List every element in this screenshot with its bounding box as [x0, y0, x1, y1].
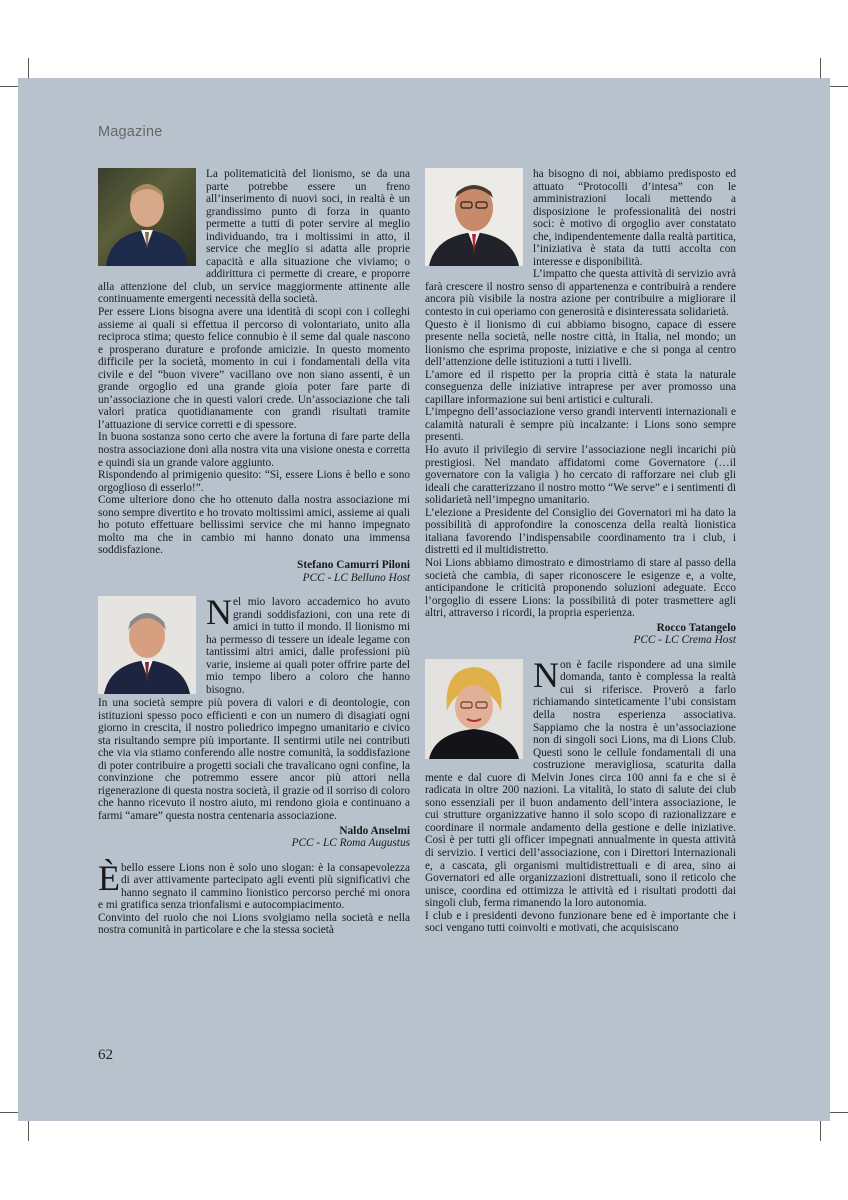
paragraph: ha bisogno di noi, abbiamo predisposto ed attuato “Protocolli d’intesa” con le amministrazioni locali mettendo a disposizione le professionalità dei nostri soci: è motivo di orgoglio aver constatato che, indipendentemente dalla realtà partitica, l’iniziativa è stata da tutti accolta con interesse e disponibilità. [533, 168, 736, 268]
paragraph: Per essere Lions bisogna avere una identità di scopi con i colleghi assieme ai quali si effettua il percorso di volontariato, unito alla reciproca stima; questo felice connubio è il seme dal quale nascono e prosperano durature e profonde amicizie. In questo momento difficile per la società, momento in cui i fondamentali della vita civile e del “buon vivere” vacillano ove non siano assenti, è un grande orgoglio ed una grande gioia poter fare parte di un’associazione che in questi valori crede. Un’associazione che tali valori pratica quotidianamente con grandi risultati tramite l’attuazione di service corretti e di spessore. [98, 306, 410, 431]
paragraph: Noi Lions abbiamo dimostrato e dimostriamo di stare al passo della società che cambia, di saper riconoscere le esigenze e, a volte, anticipandone le criticità proponendo soluzioni adeguate. Ecco l’orgoglio di essere Lions: la possibilità di poter trasmettere agli altri, attraverso i ricordi, la propria esperienza. [425, 556, 736, 620]
crop-mark [830, 1112, 848, 1113]
paragraph: La politematicità del lionismo, se da una parte potrebbe essere un freno all’inserimento di nuovi soci, in realtà è un grandissimo punto di forza in quanto permette a tutti di poter servire al meglio individuando, tra i moltissimi in atto, il service che meglio si adatta alle proprie capacità e alla situazione che viviamo; o addirittura ci permette di creare, e proporre alla attenzione del club, un service maggiormente attinente alle continuamente emergenti necessità della società. [98, 168, 410, 306]
crop-mark [820, 1121, 821, 1141]
portrait-photo-camurri [98, 168, 196, 266]
crop-mark [28, 58, 29, 78]
paragraph: In una società sempre più povera di valori e di deontologie, con istituzioni spesso poco efficienti e con un numero di disagiati ogni giorno in crescita, il nostro poliedrico impegno umanitario e civico sta risultando sempre più importante. Il sentirmi utile nei contributi che via via stiamo conferendo alle nostre comunità, la soddisfazione di poter contribuire a progetti sociali che travalicano ogni confine, la convinzione che potremmo essere ancor più attori nella rigenerazione di questa nostra società, il grazie od il sorriso di coloro che hanno ricevuto il nostro aiuto, mi rendono gioia e continuano a farmi “amare” questa nostra centenaria associazione. [98, 697, 410, 822]
paragraph-text: bello essere Lions non è solo uno slogan: è la consapevolezza di aver attivamente partecipato agli eventi più significativi che hanno segnato il cammino lionistico percorso perché mi onora e mi gratifica senza trionfalismi e autocompiacimento. [98, 861, 410, 912]
paragraph: Questo è il lionismo di cui abbiamo bisogno, capace di essere presente nella società, nelle nostre città, in Italia, nel mondo; un lionismo che esprima proposte, iniziative e che si ponga al centro dell’attenzione delle istituzioni a tutti i livelli. [425, 318, 736, 369]
section-header: Magazine [98, 124, 163, 140]
paragraph: Rispondendo al primigenio quesito: “Sì, essere Lions è bello e sono orgoglioso di esserlo!”. [98, 469, 410, 494]
author-name: Stefano Camurri Piloni [297, 558, 410, 571]
paragraph: L’amore ed il rispetto per la propria città è stata la naturale conseguenza delle iniziative intraprese per aver promosso una capillare informazione sui beni artistici e culturali. [425, 368, 736, 406]
crop-mark [28, 1121, 29, 1141]
paragraph: Come ulteriore dono che ho ottenuto dalla nostra associazione mi sono sempre divertito e ho trovato moltissimi amici, assieme ai quali ho potuto effettuare bellissimi service che mi hanno impegnato molto ma che in cambio mi hanno donato una immensa soddisfazione. [98, 494, 410, 557]
portrait-photo-anselmi [98, 596, 196, 694]
paragraph [98, 857, 410, 912]
author-name: Rocco Tatangelo [656, 621, 736, 634]
drop-cap: È [98, 857, 120, 898]
drop-cap: N [533, 654, 559, 695]
author-role: PCC - LC Roma Augustus [291, 837, 410, 850]
paragraph: In buona sostanza sono certo che avere la fortuna di fare parte della nostra associazione doni alla nostra vita una visione onesta e corretta e quindi sia un grande valore aggiunto. [98, 431, 410, 469]
crop-mark [830, 86, 848, 87]
portrait-photo-woman [425, 659, 523, 759]
author-role: PCC - LC Crema Host [633, 634, 736, 647]
crop-mark [0, 86, 18, 87]
paragraph: L’impegno dell’associazione verso grandi interventi internazionali e calamità naturali è sempre più incalzante: i Lions sono sempre presenti. [425, 406, 736, 444]
author-role: PCC - LC Belluno Host [302, 571, 410, 584]
paragraph: L’impatto che questa attività di servizio avrà farà crescere il nostro senso di appartenenza e contribuirà a rendere ancora più visibile la nostra azione per contribuire a migliorare il contesto in cui operiamo con generosità e disinteressata solidarietà. [425, 268, 736, 319]
drop-cap: N [206, 592, 232, 633]
left-column [98, 168, 410, 937]
crop-mark [820, 58, 821, 78]
paragraph: L’elezione a Presidente del Consiglio dei Governatori mi ha dato la possibilità di approfondire la conoscenza della realtà lionistica italiana favorendo l’indispensabile coordinamento tra i club, i distretti ed il multidistretto. [425, 506, 736, 557]
author-name: Naldo Anselmi [339, 824, 410, 837]
paragraph: Ho avuto il privilegio di servire l’associazione negli incarichi più prestigiosi. Nel mandato affidatomi come Governatore (…il governatore con la valigia ) ho cercato di rafforzare nei club gli ideali che caratterizzano il nostro motto “We serve” e i sentimenti di solidarietà nell’impegno umanitario. [425, 444, 736, 507]
paragraph: Convinto del ruolo che noi Lions svolgiamo nella società e nella nostra comunità in particolare e che la stessa società [98, 911, 410, 937]
crop-mark [0, 1112, 18, 1113]
page-number: 62 [98, 1047, 113, 1063]
paragraph-text: on è facile rispondere ad una simile domanda, tanto è complessa la realtà cui si riferisce. Proverò a farlo richiamando sinteticamente l’ubi consistam della nostra esperienza associativa. Sappiamo che la nostra è un’associazione non di singoli soci Lions, ma di Lions Club. Questi sono le cellule fondamentali di una costruzione meravigliosa, scaturita dalla mente e dal cuore di Melvin Jones circa 100 anni fa e che si è radicata in oltre 200 nazioni. La vitalità, lo stato di salute dei club sono essenziali per il buon andamento dell’intera associazione, le cui strutture organizzative hanno il solo scopo di razionalizzare e coordinare il normale andamento della gestione e delle iniziative. Così è per tutti gli officer impegnati annualmente in questa attività di servizio. I vertici dell’associazione, con i Direttori Internazionali e, a cascata, gli organismi multidistrettuali e di area, sino ai Governatori ed alle organizzazioni distrettuali, sono il reticolo che unisce, coordina ed ottimizza le attività ed i risultati prodotti dai singoli club, ferma rimanendo la loro autonomia. [425, 658, 736, 910]
portrait-photo-tatangelo [425, 168, 523, 266]
right-column [425, 168, 736, 935]
paragraph: I club e i presidenti devono funzionare bene ed è importante che i soci vengano tutti coinvolti e motivati, che acquisiscano [425, 909, 736, 935]
paragraph-text: el mio lavoro accademico ho avuto grandi soddisfazioni, con una rete di amici in tutto il mondo. Il lionismo mi ha permesso di tessere un ideale legame con tantissimi altri amici, dalle professioni più varie, insieme ai quali poter offrire parte del mio tempo libero a coloro che hanno bisogno. [206, 596, 410, 696]
